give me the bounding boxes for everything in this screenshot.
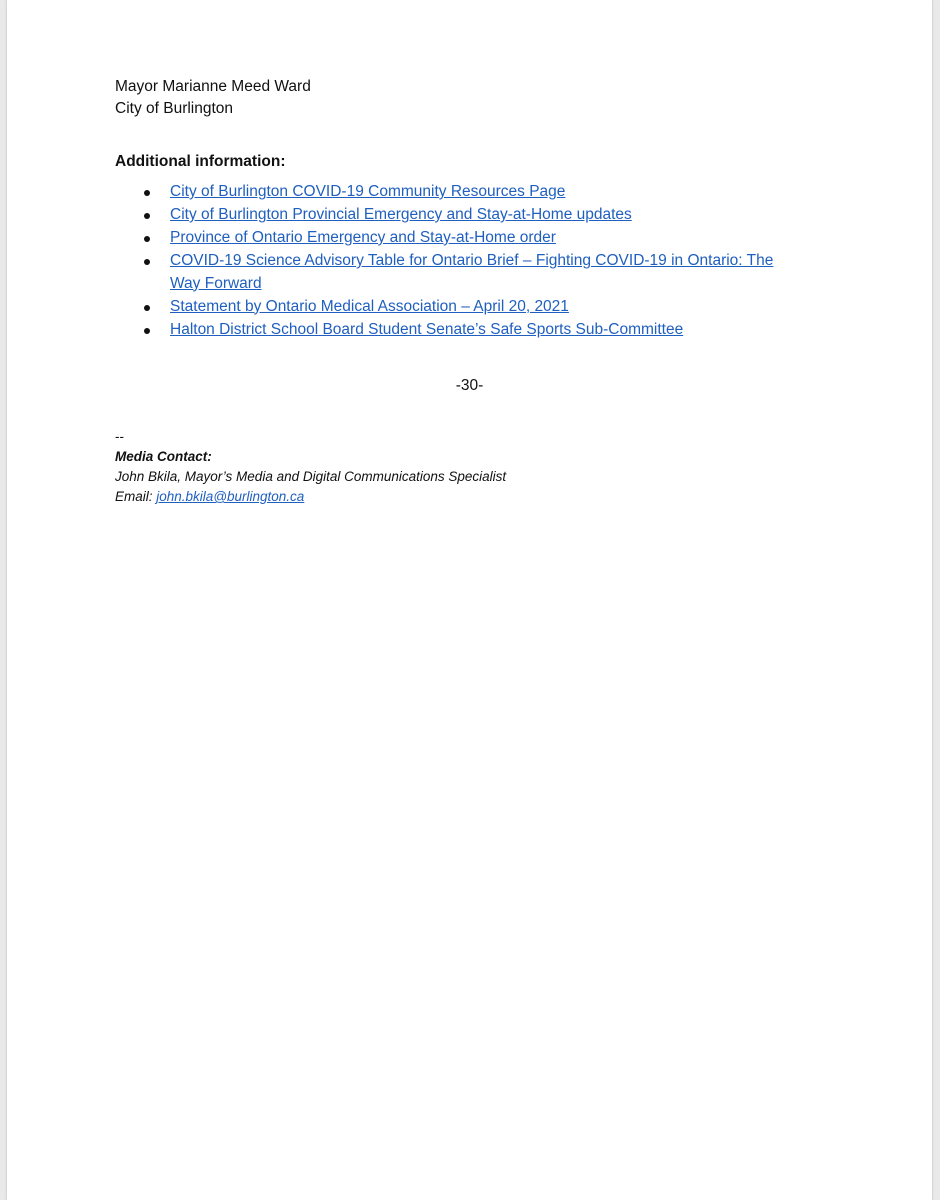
link-safe-sports-subcommittee[interactable]: Halton District School Board Student Senate’s Safe Sports Sub-Committee (170, 320, 684, 338)
media-contact-block (115, 427, 506, 507)
link-ontario-stay-at-home-order[interactable]: Province of Ontario Emergency and Stay-at-Home order (170, 229, 556, 246)
list-item (115, 319, 805, 342)
separator-dashes: -- (115, 429, 124, 444)
link-provincial-emergency-updates[interactable]: City of Burlington Provincial Emergency and Stay-at-Home updates (170, 206, 632, 223)
link-oma-statement[interactable]: Statement by Ontario Medical Association – April 20, 2021 (170, 297, 569, 315)
document-page (7, 0, 932, 1200)
list-item (115, 296, 805, 319)
bullet-icon (144, 190, 150, 196)
additional-info-heading: Additional information: (115, 153, 286, 170)
email-label: Email: (115, 489, 157, 504)
list-item (115, 204, 805, 227)
list-item (115, 227, 805, 250)
additional-info-list (115, 181, 805, 342)
signature-name: Mayor Marianne Meed Ward (115, 78, 311, 95)
contact-person: John Bkila, Mayor’s Media and Digital Communications Specialist (115, 469, 507, 484)
media-contact-heading: Media Contact: (115, 449, 212, 464)
bullet-icon (144, 213, 150, 219)
list-item (115, 250, 805, 295)
bullet-icon (144, 305, 150, 311)
contact-email-line (115, 487, 506, 507)
bullet-icon (144, 328, 150, 334)
email-link[interactable]: john.bkila@burlington.ca (156, 489, 305, 504)
end-mark: -30- (455, 377, 484, 394)
list-item (115, 181, 805, 204)
link-science-advisory-brief[interactable]: COVID-19 Science Advisory Table for Ontario Brief – Fighting COVID-19 in Ontario: The Way Forward (170, 252, 774, 292)
bullet-icon (144, 259, 150, 265)
signature-block (115, 76, 311, 120)
signature-org: City of Burlington (115, 100, 234, 117)
bullet-icon (144, 236, 150, 242)
link-community-resources[interactable]: City of Burlington COVID-19 Community Resources Page (170, 183, 566, 200)
